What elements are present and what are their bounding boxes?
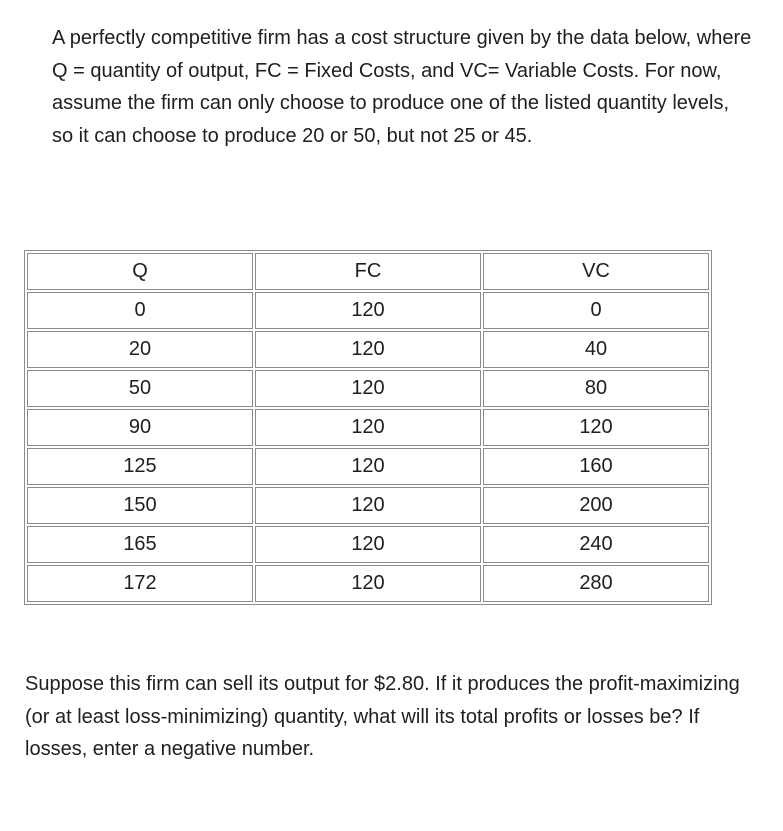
cell-fc: 120 (255, 409, 481, 446)
cell-fc: 120 (255, 331, 481, 368)
header-q: Q (27, 253, 253, 290)
cell-q: 0 (27, 292, 253, 329)
cell-vc: 0 (483, 292, 709, 329)
table-row (27, 448, 709, 485)
cell-fc: 120 (255, 292, 481, 329)
cell-vc: 40 (483, 331, 709, 368)
cell-fc: 120 (255, 448, 481, 485)
cell-vc: 240 (483, 526, 709, 563)
cell-vc: 200 (483, 487, 709, 524)
table-row (27, 487, 709, 524)
cell-fc: 120 (255, 565, 481, 602)
table-row (27, 331, 709, 368)
cell-vc: 280 (483, 565, 709, 602)
cell-q: 90 (27, 409, 253, 446)
cell-fc: 120 (255, 487, 481, 524)
cell-fc: 120 (255, 370, 481, 407)
cell-q: 150 (27, 487, 253, 524)
cell-fc: 120 (255, 526, 481, 563)
table-row (27, 370, 709, 407)
table-header-row (27, 253, 709, 290)
table-row (27, 292, 709, 329)
cell-vc: 120 (483, 409, 709, 446)
cell-q: 165 (27, 526, 253, 563)
question-paragraph: Suppose this firm can sell its output for $2.80. If it produces the profit-maximizing (or at least loss-minimizing) quantity, what will its total profits or losses be? If losses, enter a negative number. (25, 673, 740, 760)
header-fc: FC (255, 253, 481, 290)
table-row (27, 565, 709, 602)
cell-q: 50 (27, 370, 253, 407)
cell-q: 172 (27, 565, 253, 602)
table-row (27, 526, 709, 563)
table-row (27, 409, 709, 446)
cost-table (24, 250, 712, 605)
cell-vc: 80 (483, 370, 709, 407)
header-vc: VC (483, 253, 709, 290)
cell-q: 125 (27, 448, 253, 485)
intro-paragraph: A perfectly competitive firm has a cost structure given by the data below, where Q = quantity of output, FC = Fixed Costs, and VC= Variable Costs. For now, assume the firm can only choose to produce one of the listed quantity levels, so it can choose to produce 20 or 50, but not 25 or 45. (52, 27, 752, 147)
cell-q: 20 (27, 331, 253, 368)
cell-vc: 160 (483, 448, 709, 485)
